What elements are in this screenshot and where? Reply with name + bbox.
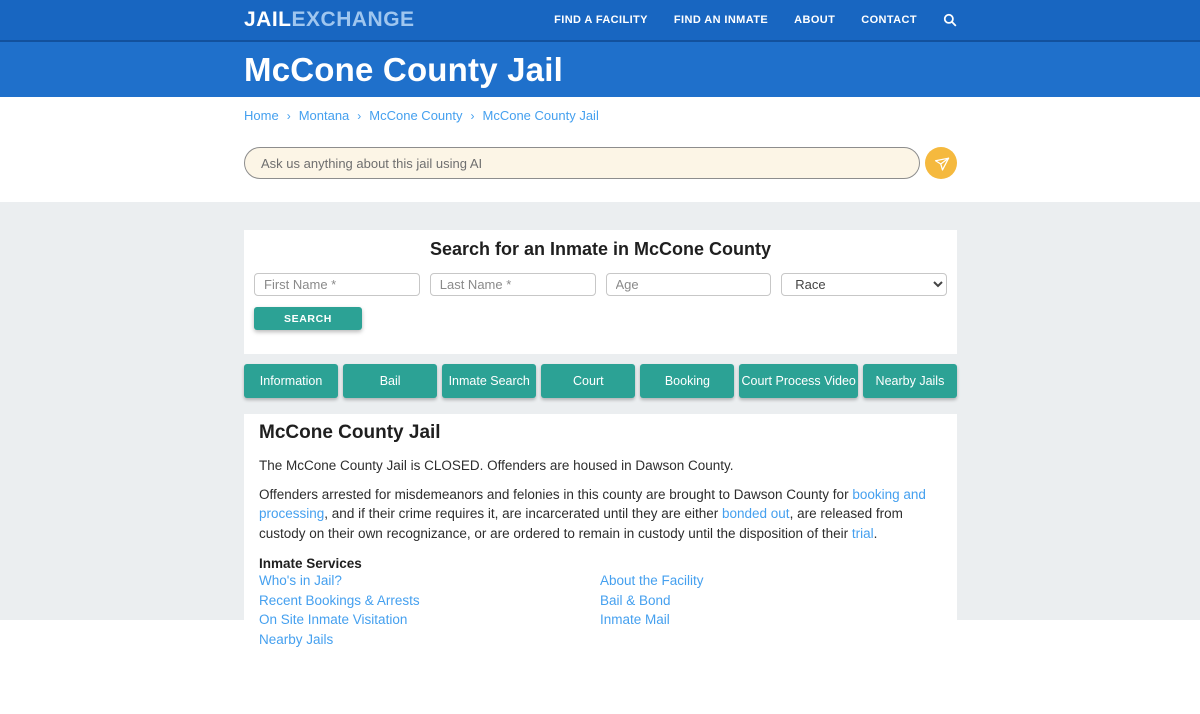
ai-send-button[interactable]	[925, 147, 957, 179]
breadcrumb	[244, 108, 957, 123]
paper-plane-icon	[934, 156, 949, 171]
service-link-about-the-facility[interactable]: About the Facility	[600, 573, 704, 589]
last-name-field[interactable]	[430, 273, 596, 296]
service-link-recent-bookings-arrests[interactable]: Recent Bookings & Arrests	[259, 592, 420, 608]
tab-court-process-video[interactable]: Court Process Video	[739, 364, 857, 398]
tab-nearby-jails[interactable]: Nearby Jails	[863, 364, 957, 398]
ai-search-row	[244, 147, 957, 179]
breadcrumb-search-band	[0, 97, 1200, 202]
inline-link-bonded-out[interactable]: bonded out	[721, 506, 790, 522]
logo-exchange-text: EXCHANGE	[291, 8, 415, 31]
services-link-columns	[259, 573, 942, 651]
page-header-banner	[0, 40, 1200, 97]
inmate-search-title: Search for an Inmate in McCone County	[429, 239, 772, 259]
tab-bail[interactable]: Bail	[343, 364, 437, 398]
facility-content-card	[244, 414, 957, 714]
breadcrumb-separator: ›	[357, 108, 362, 123]
services-right-column	[600, 573, 704, 651]
booking-info-paragraph: Offenders arrested for misdemeanors and felonies in this county are brought to Dawson County for booking and processing, and if their crime requires it, are incarcerated until they are either bonded out, are released from custody on their own recognizance, or are ordered to remain in custody until the disposition of their trial.	[259, 486, 926, 541]
service-link-on-site-inmate-visitation[interactable]: On Site Inmate Visitation	[259, 612, 408, 628]
tab-inmate-search[interactable]: Inmate Search	[442, 364, 536, 398]
inmate-search-fields	[254, 273, 947, 296]
facility-heading: McCone County Jail	[259, 422, 441, 443]
page-title: McCone County Jail	[244, 50, 563, 88]
breadcrumb-link-montana[interactable]: Montana	[298, 108, 350, 123]
nav-item-find-a-facility[interactable]: FIND A FACILITY	[554, 14, 648, 26]
nav-menu	[554, 13, 957, 27]
jailexchange-logo[interactable]	[244, 8, 415, 32]
first-name-field[interactable]	[254, 273, 420, 296]
inline-link-trial[interactable]: trial	[851, 525, 874, 541]
top-navbar	[0, 0, 1200, 40]
main-content-area	[0, 202, 1200, 647]
breadcrumb-separator: ›	[286, 108, 291, 123]
tab-booking[interactable]: Booking	[640, 364, 734, 398]
tab-information[interactable]: Information	[244, 364, 338, 398]
service-link-nearby-jails[interactable]: Nearby Jails	[259, 631, 334, 647]
breadcrumb-link-home[interactable]: Home	[244, 108, 279, 123]
closed-status-paragraph: The McCone County Jail is CLOSED. Offenders are housed in Dawson County.	[259, 458, 734, 473]
tab-court[interactable]: Court	[541, 364, 635, 398]
nav-item-about[interactable]: ABOUT	[794, 14, 836, 26]
breadcrumb-link-mccone-county-jail[interactable]: McCone County Jail	[482, 108, 599, 123]
inmate-services-heading: Inmate Services	[259, 556, 362, 572]
search-icon[interactable]	[943, 13, 957, 27]
service-link-inmate-mail[interactable]: Inmate Mail	[600, 612, 670, 628]
race-select[interactable]	[781, 273, 947, 296]
section-tabs	[244, 364, 957, 398]
nav-item-contact[interactable]: CONTACT	[861, 14, 917, 26]
service-link-who-s-in-jail[interactable]: Who's in Jail?	[259, 573, 342, 589]
inline-link-booking-and-processing[interactable]: booking and processing	[259, 486, 926, 522]
service-link-bail-bond[interactable]: Bail & Bond	[600, 592, 671, 608]
inmate-search-card	[244, 230, 957, 354]
services-left-column	[259, 573, 600, 651]
logo-jail-text: JAIL	[244, 8, 292, 31]
age-field[interactable]	[606, 273, 772, 296]
nav-item-find-an-inmate[interactable]: FIND AN INMATE	[673, 14, 769, 26]
search-button[interactable]: SEARCH	[254, 307, 362, 330]
breadcrumb-link-mccone-county[interactable]: McCone County	[369, 108, 463, 123]
ai-search-input[interactable]	[244, 147, 920, 179]
breadcrumb-separator: ›	[470, 108, 475, 123]
